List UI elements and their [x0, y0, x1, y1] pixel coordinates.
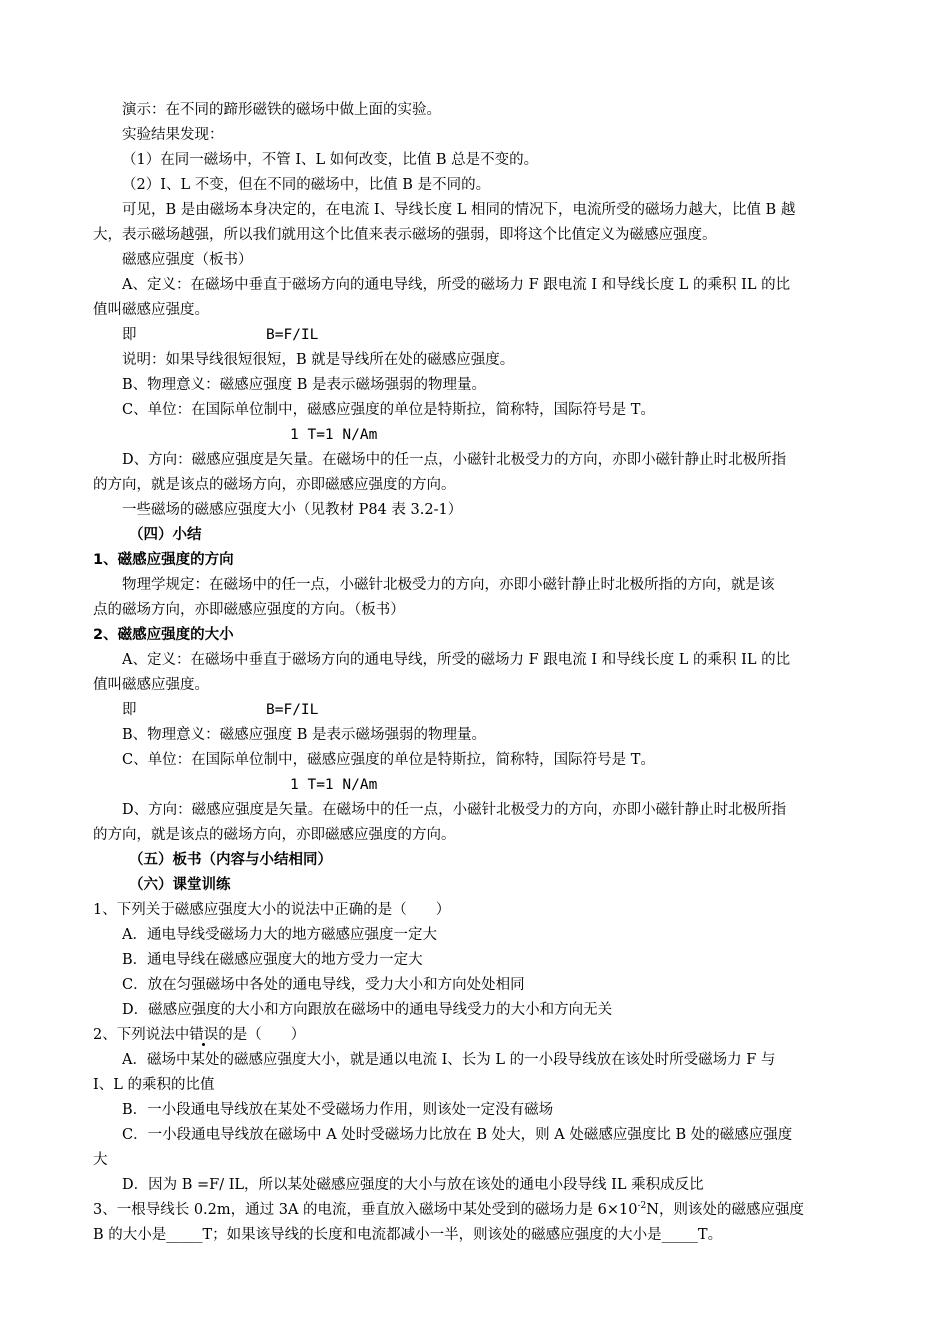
question-1: 1、下列关于磁感应强度大小的说法中正确的是（ ） — [93, 902, 451, 918]
text-line: B、物理意义：磁感应强度 B 是表示磁场强弱的物理量。 — [122, 727, 487, 743]
text-line: （1）在同一磁场中，不管 I、L 如何改变，比值 B 总是不变的。 — [122, 152, 539, 168]
question-3: 3、一根导线长 0.2m，通过 3A 的电流，垂直放入磁场中某处受到的磁场力是 $6\times 10^{-2}N$，则该处的磁感应强度 — [93, 1201, 804, 1218]
text-line: A、定义：在磁场中垂直于磁场方向的通电导线，所受的磁场力 F 跟电流 I 和导线长度 L 的乘积 IL 的比 — [122, 652, 791, 668]
text-line: 的方向，就是该点的磁场方向，亦即磁感应强度的方向。 — [93, 827, 456, 843]
text-line: 的方向，就是该点的磁场方向，亦即磁感应强度的方向。 — [93, 477, 456, 493]
formula: B=F/IL — [266, 702, 319, 718]
section-heading: （四）小结 — [129, 527, 202, 543]
text-line: （2）I、L 不变，但在不同的磁场中，比值 B 是不同的。 — [122, 177, 491, 193]
option-c: C．一小段通电导线放在磁场中 A 处时受磁场力比放在 B 处大，则 A 处磁感应强度比 B 处的磁感应强度 — [122, 1127, 793, 1143]
option-d: D．因为 B =F/ IL，所以某处磁感应强度的大小与放在该处的通电小段导线 IL 乘积成反比 — [122, 1177, 704, 1193]
text-line: C、单位：在国际单位制中，磁感应强度的单位是特斯拉，简称特，国际符号是 T。 — [122, 402, 655, 418]
option-b: B．一小段通电导线放在某处不受磁场力作用，则该处一定没有磁场 — [122, 1102, 554, 1118]
option-c: C．放在匀强磁场中各处的通电导线，受力大小和方向处处相同 — [122, 977, 525, 993]
option-b: B．通电导线在磁感应强度大的地方受力一定大 — [122, 952, 423, 968]
formula: B=F/IL — [266, 327, 319, 343]
text-line: 实验结果发现： — [122, 127, 224, 143]
emphasis-dots: 错误 — [189, 1027, 219, 1043]
option-d: D．磁感应强度的大小和方向跟放在磁场中的通电导线受力的大小和方向无关 — [122, 1002, 613, 1018]
text-line: 值叫磁感应强度。 — [93, 302, 209, 318]
text-line: 磁感应强度（板书） — [122, 252, 253, 268]
formula: 1 T=1 N/Am — [290, 777, 378, 793]
text-line: B 的大小是_____T；如果该导线的长度和电流都减小一半，则该处的磁感应强度的大小是_____T。 — [93, 1227, 723, 1243]
text-line: 可见，B 是由磁场本身决定的，在电流 I、导线长度 L 相同的情况下，电流所受的磁场力越大，比值 B 越 — [122, 202, 796, 218]
text-line: A、定义：在磁场中垂直于磁场方向的通电导线，所受的磁场力 F 跟电流 I 和导线长度 L 的乘积 IL 的比 — [122, 277, 791, 293]
text-line: 点的磁场方向，亦即磁感应强度的方向。（板书） — [93, 602, 405, 618]
option-a: A．通电导线受磁场力大的地方磁感应强度一定大 — [122, 927, 437, 943]
text-line: C、单位：在国际单位制中，磁感应强度的单位是特斯拉，简称特，国际符号是 T。 — [122, 752, 655, 768]
text-line: 物理学规定：在磁场中的任一点，小磁针北极受力的方向，亦即小磁针静止时北极所指的方向，就是该 — [122, 577, 775, 593]
text-line: 即 — [122, 327, 137, 343]
text-line: 演示：在不同的蹄形磁铁的磁场中做上面的实验。 — [122, 102, 441, 118]
question-2: 2、下列说法中错误的是（ ） — [93, 1027, 306, 1043]
text-line: 大，表示磁场越强，所以我们就用这个比值来表示磁场的强弱，即将这个比值定义为磁感应强度。 — [93, 227, 717, 243]
text-line: D、方向：磁感应强度是矢量。在磁场中的任一点，小磁针北极受力的方向，亦即小磁针静止时北极所指 — [122, 802, 787, 818]
text-line: B、物理意义：磁感应强度 B 是表示磁场强弱的物理量。 — [122, 377, 487, 393]
text-line: 大 — [93, 1152, 108, 1168]
option-a: A．磁场中某处的磁感应强度大小，就是通以电流 I、长为 L 的一小段导线放在该处时所受磁场力 F 与 — [122, 1052, 776, 1068]
formula: 1 T=1 N/Am — [290, 427, 378, 443]
text-line: 说明：如果导线很短很短，B 就是导线所在处的磁感应强度。 — [122, 352, 515, 368]
text-line: 一些磁场的磁感应强度大小（见教材 P84 表 3.2-1） — [122, 502, 463, 518]
text-line: I、L 的乘积的比值 — [93, 1077, 215, 1093]
text-line: 即 — [122, 702, 137, 718]
section-heading: （六）课堂训练 — [129, 877, 231, 893]
section-heading: 2、磁感应强度的大小 — [93, 627, 234, 643]
section-heading: 1、磁感应强度的方向 — [93, 552, 234, 568]
section-heading: （五）板书（内容与小结相同） — [129, 852, 332, 868]
text-line: D、方向：磁感应强度是矢量。在磁场中的任一点，小磁针北极受力的方向，亦即小磁针静止时北极所指 — [122, 452, 787, 468]
text-line: 值叫磁感应强度。 — [93, 677, 209, 693]
